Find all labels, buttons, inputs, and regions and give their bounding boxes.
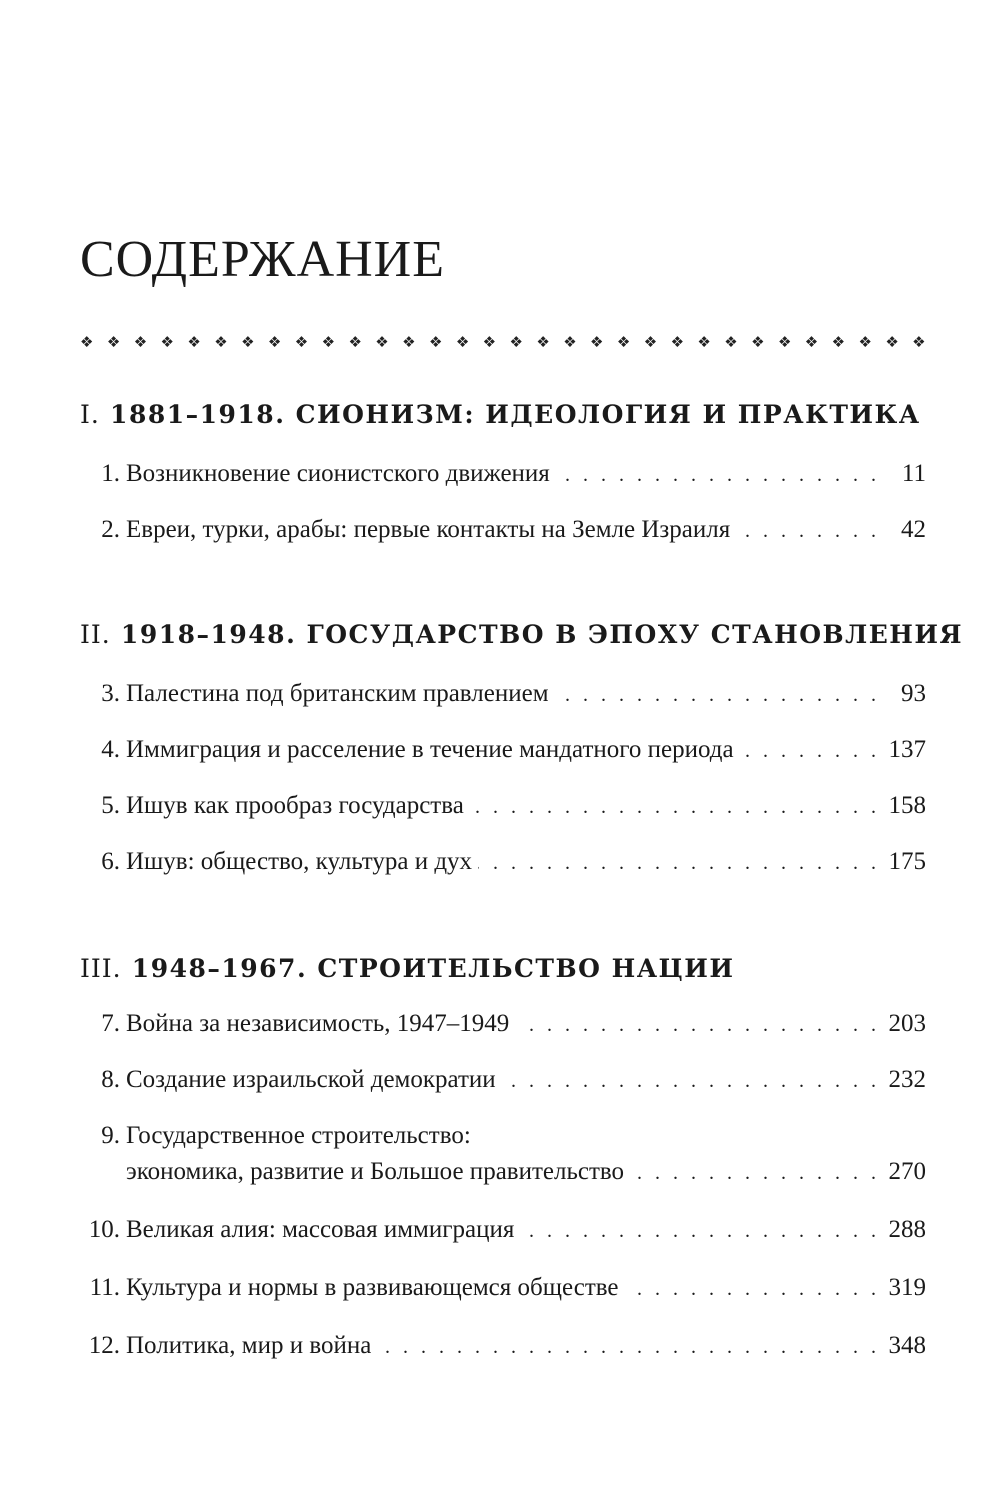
page-number: 203 [888,1010,926,1037]
ornament-glyph-icon: ❖ [509,333,523,351]
toc-entry-12[interactable] [80,1328,926,1364]
chapter-title: Евреи, турки, арабы: первые контакты на Земле Израиля [126,516,731,543]
page-number: 93 [901,680,926,707]
ornament-glyph-icon: ❖ [590,333,604,351]
dot-leader [736,513,880,549]
dot-leader [470,789,880,825]
toc-entry-1[interactable] [80,456,926,492]
page-number: 175 [888,848,926,875]
chapter-number: 11. [89,1274,120,1301]
chapter-title: Культура и нормы в развивающемся обществе [126,1274,619,1301]
ornament-glyph-icon: ❖ [616,333,631,351]
ornament-glyph-icon: ❖ [348,333,362,351]
ornament-glyph-icon: ❖ [214,333,228,351]
page-number: 137 [888,736,926,763]
ornament-glyph-icon: ❖ [267,333,282,351]
ornament-glyph-icon: ❖ [428,333,443,351]
page-number: 319 [888,1274,926,1301]
chapter-number: 7. [101,1010,120,1037]
page-number: 232 [888,1066,926,1093]
dot-leader [630,1155,880,1191]
toc-entry-4[interactable] [80,732,926,768]
ornament-glyph-icon: ❖ [321,333,336,351]
dot-leader [555,677,880,713]
ornament-glyph-icon: ❖ [402,333,416,351]
part-number: I. [80,400,100,429]
chapter-number: 6. [101,848,120,875]
ornament-glyph-icon: ❖ [294,333,309,351]
chapter-title-line2-row [126,1154,926,1191]
dot-leader [377,1329,880,1365]
part-number: III. [80,954,122,983]
chapter-number: 9. [101,1122,120,1149]
ornament-glyph-icon: ❖ [106,333,121,351]
part-title: 1948–1967. СТРОИТЕЛЬСТВО НАЦИИ [131,954,735,983]
ornament-glyph-icon: ❖ [455,333,470,351]
toc-entry-6[interactable] [80,844,926,880]
chapter-title: экономика, развитие и Большое правительство [126,1158,625,1185]
chapter-title-block [126,1118,926,1191]
ornament-divider [80,330,926,354]
toc-entry-5[interactable] [80,788,926,824]
chapter-number: 12. [88,1332,120,1359]
toc-entry-11[interactable] [80,1270,926,1306]
part-heading-1 [80,398,926,432]
chapter-title: Война за независимость, 1947–1949 [126,1010,510,1037]
ornament-glyph-icon: ❖ [482,333,497,351]
chapter-number: 4. [101,736,120,763]
part-heading-2 [80,618,964,652]
ornament-glyph-icon: ❖ [697,333,711,351]
dot-leader [625,1271,881,1307]
part-title: 1881–1918. СИОНИЗМ: ИДЕОЛОГИЯ И ПРАКТИКА [110,400,921,429]
ornament-glyph-icon: ❖ [858,333,872,351]
ornament-glyph-icon: ❖ [80,333,94,351]
chapter-title: Великая алия: массовая иммиграция [126,1216,515,1243]
chapter-title: Возникновение сионистского движения [126,460,550,487]
ornament-glyph-icon: ❖ [241,333,255,351]
page-number: 270 [888,1158,926,1185]
part-title: 1918–1948. ГОСУДАРСТВО В ЭПОХУ СТАНОВЛЕНИЯ [120,620,964,649]
ornament-glyph-icon: ❖ [831,333,846,351]
page-title: СОДЕРЖАНИЕ [80,231,445,288]
toc-entry-9[interactable] [80,1118,926,1190]
ornament-glyph-icon: ❖ [375,333,389,351]
ornament-glyph-icon: ❖ [751,333,765,351]
page-number: 42 [901,516,926,543]
toc-entry-7[interactable] [80,1006,926,1042]
chapter-number: 10. [88,1216,120,1243]
toc-entry-10[interactable] [80,1212,926,1248]
part-heading-3 [80,952,926,986]
page-number: 348 [888,1332,926,1359]
ornament-glyph-icon: ❖ [133,333,148,351]
toc-entry-8[interactable] [80,1062,926,1098]
dot-leader [520,1213,880,1249]
ornament-glyph-icon: ❖ [160,333,174,351]
ornament-glyph-icon: ❖ [724,333,738,351]
dot-leader [515,1007,880,1043]
page-number: 11 [901,460,926,487]
chapter-number: 8. [101,1066,120,1093]
dot-leader [502,1063,880,1099]
ornament-glyph-icon: ❖ [912,333,926,351]
ornament-glyph-icon: ❖ [643,333,658,351]
ornament-glyph-icon: ❖ [536,333,550,351]
ornament-glyph-icon: ❖ [885,333,899,351]
ornament-glyph-icon: ❖ [804,333,819,351]
part-number: II. [80,620,111,649]
chapter-title: Ишув как прообраз государства [126,792,464,819]
chapter-title: Ишув: общество, культура и дух [126,848,473,875]
page-number: 158 [888,792,926,819]
chapter-title-line1: Государственное строительство: [126,1122,471,1149]
chapter-number: 1. [101,460,120,487]
ornament-glyph-icon: ❖ [777,333,792,351]
toc-entry-3[interactable] [80,676,926,712]
page-number: 288 [888,1216,926,1243]
ornament-glyph-icon: ❖ [670,333,685,351]
dot-leader [740,733,880,769]
chapter-number: 2. [101,516,120,543]
dot-leader [478,845,880,881]
dot-leader [556,457,880,493]
ornament-glyph-icon: ❖ [187,333,201,351]
toc-entry-2[interactable] [80,512,926,548]
chapter-title: Палестина под британским правлением [126,680,549,707]
chapter-number: 5. [101,792,120,819]
chapter-title: Создание израильской демократии [126,1066,496,1093]
ornament-glyph-icon: ❖ [563,333,577,351]
chapter-title: Иммиграция и расселение в течение мандатного периода [126,736,734,763]
chapter-number: 3. [101,680,120,707]
chapter-title: Политика, мир и война [126,1332,372,1359]
